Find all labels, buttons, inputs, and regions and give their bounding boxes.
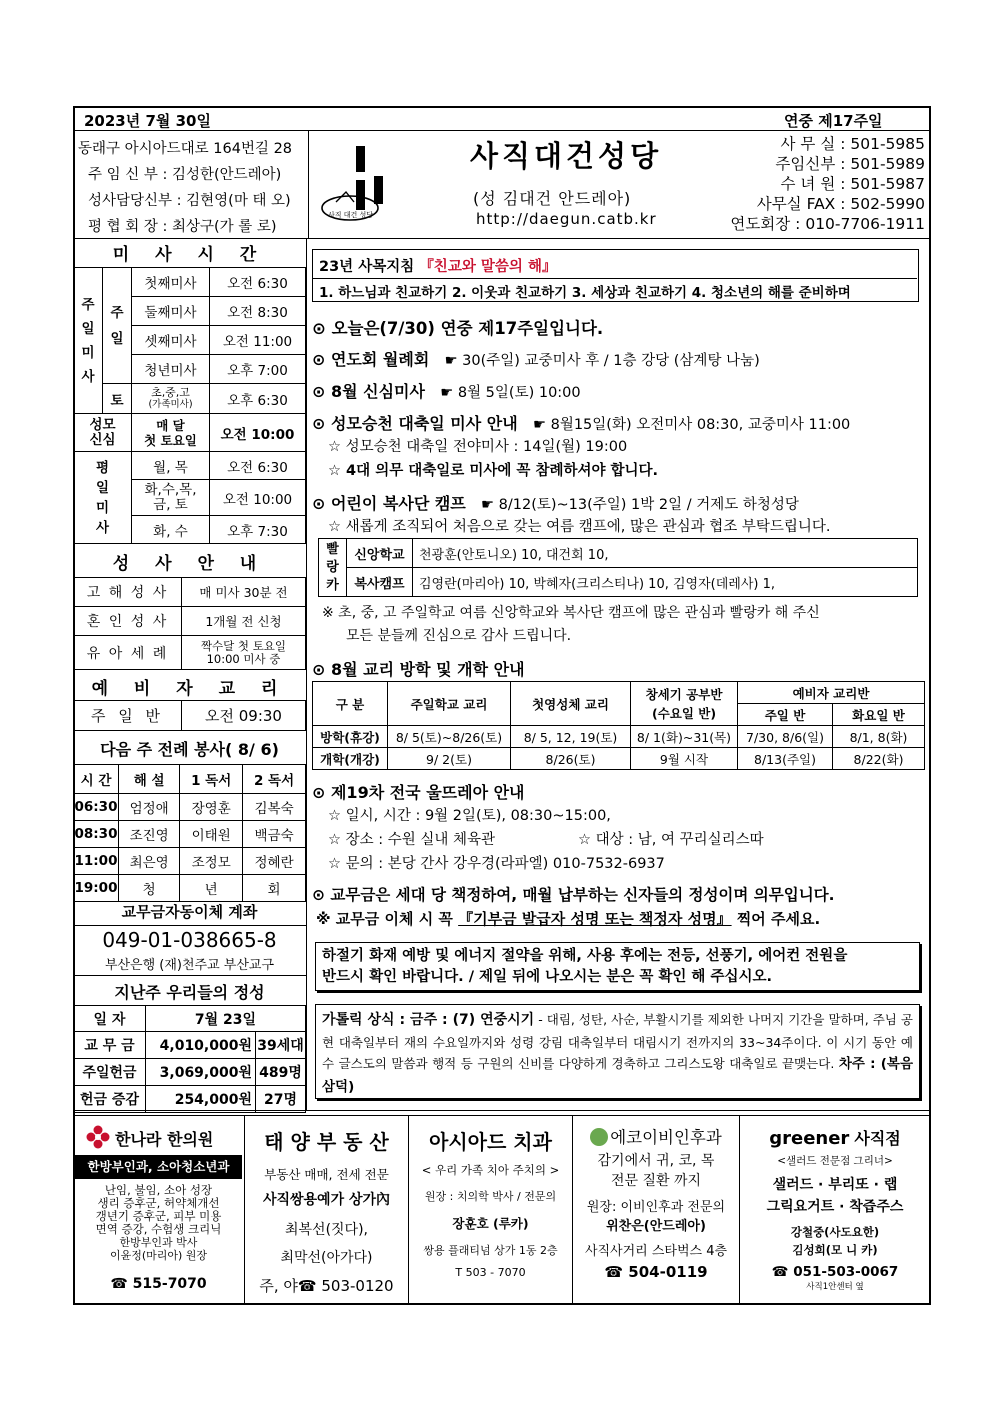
ultreya-title: ⊙ 제19차 전국 울뜨레아 안내 [312, 783, 525, 802]
service-table [73, 764, 306, 902]
service-time: 19:00 [74, 875, 119, 902]
ad-greener-location: 사직1안센터 옆 [806, 1282, 864, 1292]
vacation-cell: 8/ 5(토)~8/26(토) [388, 726, 511, 748]
notice-obligation: ☆ 4대 의무 대축일로 미사에 꼭 참례하셔야 합니다. [328, 463, 659, 479]
ad-asiad-line: 쌍용 플래티넘 상가 1동 2층 [423, 1244, 558, 1257]
service-person: 년 [180, 875, 243, 902]
contact-pastor: 주임신부 : 501-5989 [775, 155, 925, 173]
church-logo [318, 140, 413, 230]
notice-assumption: ⊙ 성모승천 대축일 미사 안내 ☛ 8월15일(화) 오전미사 08:30, 교중미사 11:00 [312, 414, 851, 433]
ad-eco-line: 사직사거리 스타벅스 4층 [584, 1244, 728, 1259]
ad-taeyang-phone: 주, 야☎ 503-0120 [259, 1277, 394, 1295]
church-address: 동래구 아시아드대로 164번길 28 [78, 141, 293, 157]
weekday-mass-time: 오전 6:30 [210, 452, 306, 480]
ultreya-target: ☆ 대상 : 남, 여 꾸리실리스따 [578, 832, 764, 848]
mass-name: 둘째미사 [132, 297, 210, 326]
sacrament-value: 1개월 전 신청 [182, 607, 306, 636]
sacrament-name: 고 해 성 사 [74, 578, 182, 607]
ad-taeyang-line: 최복선(짓다), [285, 1222, 368, 1238]
offering-amount: 4,010,000원 [146, 1032, 256, 1059]
pastoral-motto: 『친교와 말씀의 해』 [419, 259, 557, 275]
vacation-header: 창세기 공부반 (수요일 반) [631, 682, 738, 726]
ad-asiad-phone: T 503 - 7070 [455, 1266, 526, 1279]
offering-name: 주일헌금 [74, 1059, 146, 1086]
flower-icon [85, 1124, 111, 1154]
service-person: 조정모 [180, 848, 243, 875]
vacation-cell: 9월 시작 [631, 748, 738, 770]
saturday-label: 토 [103, 384, 132, 414]
vacation-table [312, 681, 925, 770]
ad-greener-line: 강철중(사도요한) [790, 1225, 880, 1239]
ad-greener [740, 1118, 930, 1304]
ultreya-place: ☆ 장소 : 수원 실내 체육관 [328, 832, 495, 848]
ad-eco-line: 전문 질환 까지 [610, 1173, 702, 1189]
catechumen-table [73, 700, 306, 731]
vacation-cell: 8/ 5, 12, 19(토) [511, 726, 631, 748]
vacation-row-label: 방학(휴강) [313, 726, 388, 748]
offering-title: 지난주 우리들의 정성 [114, 983, 265, 1002]
service-header: 해 설 [119, 765, 180, 794]
sacrament-name: 유 아 세 례 [74, 636, 182, 670]
pastoral-guide-box [312, 249, 919, 302]
energy-line: 반드시 확인 바랍니다. / 제일 뒤에 나오시는 분은 꼭 확인 해 주십시오. [322, 969, 773, 985]
weekday-mass-time: 오전 10:00 [210, 480, 306, 516]
sacrament-title: 성 사 안 내 [112, 554, 267, 574]
catechumen-class: 주 일 반 [74, 701, 182, 731]
donation-note: ※ 초, 중, 고 주일학교 여름 신앙학교와 복사단 캠프에 많은 관심과 빨랑카 해 주신 [322, 605, 820, 621]
ad-hanara-desc: 난임, 불임, 소아 성장 생리 증후군, 허약체개선 갱년기 증후군, 피부 미용 면역 증강, 수험생 크리닉 한방부인과 박사 이윤정(마리아) 원장 [95, 1183, 222, 1262]
ad-eco-ent-clinic [573, 1118, 739, 1304]
service-time: 08:30 [74, 821, 119, 848]
mass-name: 셋째미사 [132, 326, 210, 355]
catholic-knowledge-body: - 대림, 성탄, 사순, 부활시기를 제외한 나머지 기간을 말하며, 주님 공현 대축일부터 재의 수요일까지와 성령 강림 대축일부터 대림시기 전까지의 33~34주이다. 이 시기 동안 예수 글스도의 말씀과 행적 등 구원의 신비를 다양하게 경축하고 그리스도왕 대축일로 끝맺는다. [322, 1012, 914, 1071]
saturday-mass-time: 오후 6:30 [210, 384, 306, 414]
liturgical-week: 연중 제17주일 [784, 112, 883, 130]
vacation-cell: 8/26(토) [511, 748, 631, 770]
offering-count: 39세대 [256, 1032, 306, 1059]
contact-list [700, 134, 925, 234]
weekday-mass-name: 월, 목 [132, 452, 210, 480]
ad-greener-line: 샐러드 · 부리또 · 랩 [772, 1177, 898, 1193]
sacrament-table [73, 577, 306, 670]
vacation-cell: 7/30, 8/6(일) [738, 726, 833, 748]
mass-time: 오전 8:30 [210, 297, 306, 326]
ad-eco-line: 감기에서 귀, 코, 목 [597, 1153, 715, 1169]
service-person: 이태원 [180, 821, 243, 848]
ad-eco-name: 에코이비인후과 [573, 1124, 739, 1148]
ad-hanara-phone: ☎ 515-7070 [110, 1276, 207, 1292]
ad-asiad-name: 아시아드 치과 [429, 1130, 552, 1154]
ad-greener-line: 김성희(모 니 카) [792, 1243, 878, 1257]
service-person: 정혜란 [243, 848, 306, 875]
mass-time: 오전 6:30 [210, 268, 306, 297]
catechumen-title: 예 비 자 교 리 [91, 679, 288, 699]
catechumen-time: 오전 09:30 [182, 701, 306, 731]
tithe-notice: ⊙ 교무금은 세대 당 책정하여, 매월 납부하는 신자들의 정성이며 의무입니다. [312, 886, 835, 904]
mass-time: 오후 7:00 [210, 355, 306, 384]
notice-today: ⊙ 오늘은(7/30) 연중 제17주일입니다. [312, 319, 604, 338]
notice-assumption-eve: ☆ 성모승천 대축일 전야미사 : 14일(월) 19:00 [328, 439, 628, 455]
mass-time: 오전 11:00 [210, 326, 306, 355]
sacrament-value: 짝수달 첫 토요일 10:00 미사 중 [182, 636, 306, 670]
offering-count: 489명 [256, 1059, 306, 1086]
offering-amount: 3,069,000원 [146, 1059, 256, 1086]
sunday-mass-group: 주일미사 [74, 268, 103, 414]
account-title: 교무금자동이체 계좌 [121, 903, 258, 921]
offering-name: 교 무 금 [74, 1032, 146, 1059]
donation-value: 김영란(마리아) 10, 박혜자(크리스티나) 10, 김영자(데레사) 1, [413, 568, 918, 597]
weekday-mass-label: 평일미사 [74, 452, 132, 544]
pastoral-guide: 23년 사목지침 『친교와 말씀의 해』 [319, 259, 557, 275]
ad-taeyang-line: 부동산 매매, 전세 전문 [264, 1167, 389, 1182]
ad-asiad-line: < 우리 가족 치아 주치의 > [421, 1163, 560, 1177]
header-info [78, 136, 308, 240]
vacation-cell: 8/13(주일) [738, 748, 833, 770]
ad-asiad-dental [409, 1118, 572, 1304]
weekday-mass-time: 오후 7:30 [210, 516, 306, 544]
donation-table [318, 538, 918, 597]
ad-taeyang-line: 사직쌍용예가 상가內 [262, 1192, 391, 1208]
vacation-header: 화요일 반 [833, 704, 925, 726]
vacation-header: 주일 반 [738, 704, 833, 726]
church-url[interactable]: http://daegun.catb.kr [476, 210, 657, 228]
ad-eco-phone: ☎ 504-0119 [604, 1263, 708, 1281]
offering-date-label: 일 자 [74, 1006, 146, 1032]
ad-taeyang-name: 태 양 부 동 산 [264, 1130, 389, 1154]
logo-caption: 사직 대건 성당 [328, 211, 374, 219]
donation-label: 빨랑카 [319, 539, 347, 597]
vacation-cell: 9/ 2(토) [388, 748, 511, 770]
notice-yeondo: ⊙ 연도회 월례회 ☛ 30(주일) 교중미사 후 / 1층 강당 (삼계탕 나눔) [312, 350, 760, 369]
vacation-title: ⊙ 8월 교리 방학 및 개학 안내 [312, 660, 525, 679]
tithe-transfer-note: ※ 교무금 이체 시 꼭 『기부금 발급자 성명 또는 책정자 성명』 찍어 주세요. [316, 910, 821, 928]
service-person: 백금숙 [243, 821, 306, 848]
offering-date: 7월 23일 [146, 1006, 306, 1032]
sacrament-value: 매 미사 30분 전 [182, 578, 306, 607]
donation-value: 천광훈(안토니오) 10, 대건회 10, [413, 539, 918, 568]
ultreya-time: ☆ 일시, 시간 : 9월 2일(토), 08:30~15:00, [328, 808, 611, 824]
service-person: 조진영 [119, 821, 180, 848]
service-header: 2 독서 [243, 765, 306, 794]
contact-office: 사 무 실 : 501-5985 [780, 135, 925, 153]
service-person: 최은영 [119, 848, 180, 875]
ad-taeyang-realestate [245, 1118, 408, 1304]
saturday-mass-name: 초,중,고 (가족미사) [132, 384, 210, 414]
service-person: 청 [119, 875, 180, 902]
service-header: 시 간 [74, 765, 119, 794]
first-saturday-label: 성모 신심 [74, 414, 132, 452]
vacation-header: 구 분 [313, 682, 388, 726]
pastoral-items: 1. 하느님과 친교하기 2. 이웃과 친교하기 3. 세상과 친교하기 4. 청소년의 해를 준비하며 [319, 285, 851, 301]
offering-table [73, 1005, 306, 1113]
ad-eco-line: 위찬은(안드레아) [606, 1219, 706, 1234]
ad-hanara-band: 한방부인과, 소아청소년과 [75, 1155, 242, 1179]
offering-amount: 254,000원 [146, 1086, 256, 1113]
service-time: 11:00 [74, 848, 119, 875]
ad-hanara-clinic [73, 1118, 244, 1304]
service-header: 1 독서 [180, 765, 243, 794]
catholic-knowledge-box [315, 1004, 920, 1099]
head-pastor: 주 임 신 부 : 김성한(안드레아) [88, 167, 282, 183]
catholic-knowledge-label: 가톨릭 상식 : 금주 : (7) 연중시기 [322, 1012, 535, 1028]
account-number: 049-01-038665-8 [102, 928, 277, 952]
assistant-pastor: 성사담당신부 : 김현영(마 태 오) [88, 193, 291, 209]
vacation-cell: 8/22(화) [833, 748, 925, 770]
ad-asiad-line: 원장 : 치의학 박사 / 전문의 [424, 1190, 557, 1203]
ad-asiad-line: 장훈호 (루카) [452, 1216, 529, 1231]
contact-fax: 사무실 FAX : 502-5990 [756, 195, 925, 213]
mass-name: 첫째미사 [132, 268, 210, 297]
ad-greener-phone: ☎ 051-503-0067 [771, 1264, 899, 1280]
service-title: 다음 주 전례 봉사( 8/ 6) [100, 740, 279, 759]
mass-title: 미 사 시 간 [112, 245, 267, 265]
service-person: 김복숙 [243, 794, 306, 821]
ad-greener-line: 그릭요거트 · 착즙주스 [766, 1199, 904, 1215]
service-person: 회 [243, 875, 306, 902]
notice-devotion-mass: ⊙ 8월 신심미사 ☛ 8월 5일(토) 10:00 [312, 382, 581, 401]
account-bank: 부산은행 (재)천주교 부산교구 [104, 958, 275, 973]
donation-name: 신앙학교 [347, 539, 413, 568]
ad-taeyang-line: 최막선(아가다) [280, 1250, 373, 1266]
notice-altar-camp-sub: ☆ 새롭게 조직되어 처음으로 갖는 여름 캠프에, 많은 관심과 협조 부탁드립니다. [328, 519, 831, 535]
first-saturday-time: 오전 10:00 [210, 414, 306, 452]
bulletin-date: 2023년 7월 30일 [84, 112, 211, 130]
service-person: 장영훈 [180, 794, 243, 821]
vacation-row-label: 개학(개강) [313, 748, 388, 770]
sunday-label: 주일 [103, 268, 132, 384]
ad-greener-line: <샐러드 전문점 그리너> [777, 1155, 893, 1167]
donation-name: 복사캠프 [347, 568, 413, 597]
ad-greener-name: greener 사직점 [769, 1128, 901, 1149]
vacation-header: 주일학교 교리 [388, 682, 511, 726]
vacation-cell: 8/1, 8(화) [833, 726, 925, 748]
notice-altar-camp: ⊙ 어린이 복사단 캠프 ☛ 8/12(토)~13(주일) 1박 2일 / 거제도 하청성당 [312, 494, 799, 513]
first-saturday-name: 매 달 첫 토요일 [132, 414, 210, 452]
eco-logo-icon [590, 1128, 608, 1146]
donation-note-2: 모든 분들께 진심으로 감사 드립니다. [346, 628, 572, 644]
ultreya-contact: ☆ 문의 : 본당 간사 강우경(라파엘) 010-7532-6937 [328, 856, 665, 872]
vacation-header: 첫영성체 교리 [511, 682, 631, 726]
service-time: 06:30 [74, 794, 119, 821]
mass-name: 청년미사 [132, 355, 210, 384]
vacation-header: 예비자 교리반 [738, 682, 925, 704]
church-patron: (성 김대건 안드레아) [473, 189, 632, 208]
catholic-knowledge-next: 차주 : (복음삼덕) [322, 1056, 913, 1095]
weekday-mass-name: 화, 수 [132, 516, 210, 544]
mass-table [73, 267, 306, 544]
ad-eco-line: 원장: 이비인후과 전문의 [586, 1200, 726, 1215]
sacrament-name: 혼 인 성 사 [74, 607, 182, 636]
vacation-cell: 8/ 1(화)~31(목) [631, 726, 738, 748]
offering-count: 27명 [256, 1086, 306, 1113]
weekday-mass-name: 화,수,목,금, 토 [132, 480, 210, 516]
offering-name: 헌금 증감 [74, 1086, 146, 1113]
contact-convent: 수 녀 원 : 501-5987 [780, 175, 925, 193]
contact-yeondo: 연도회장 : 010-7706-1911 [730, 215, 925, 233]
energy-box [315, 942, 920, 991]
energy-line: 하절기 화재 예방 및 에너지 절약을 위해, 사용 후에는 전등, 선풍기, 에어컨 전원을 [322, 948, 848, 964]
service-person: 엄정애 [119, 794, 180, 821]
ad-hanara-name: 한나라 한의원 [115, 1130, 214, 1149]
church-name: 사직대건성당 [470, 139, 663, 173]
council-president: 평 협 회 장 : 최상구(가 롤 로) [88, 219, 277, 235]
